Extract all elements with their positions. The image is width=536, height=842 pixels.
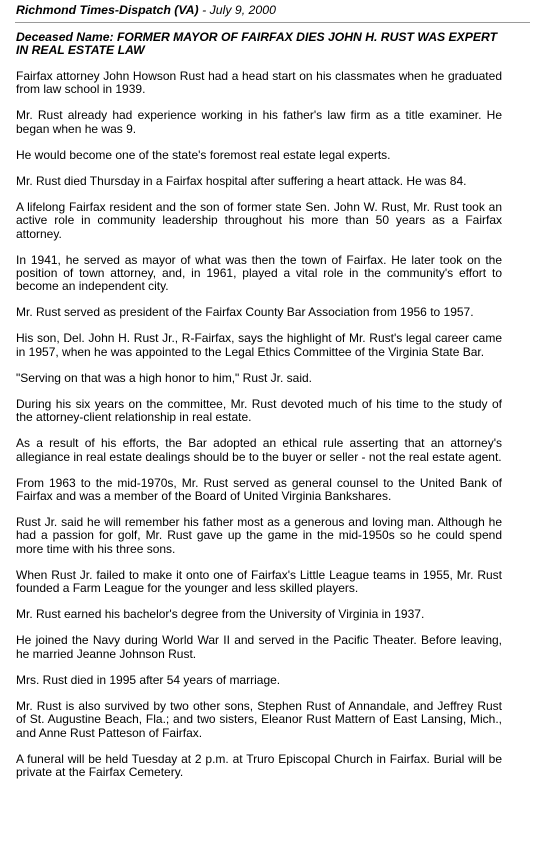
article-paragraph: Fairfax attorney John Howson Rust had a head start on his classmates when he graduated from law school in 1939. bbox=[16, 69, 502, 97]
article-paragraph: "Serving on that was a high honor to him," Rust Jr. said. bbox=[16, 370, 313, 385]
article-body bbox=[16, 70, 502, 792]
publication-header bbox=[16, 3, 530, 17]
header-separator: - bbox=[198, 3, 210, 17]
article-paragraph: His son, Del. John H. Rust Jr., R-Fairfax, says the highlight of Mr. Rust's legal career came in 1957, when he was appointed to the Legal Ethics Committee of the Virginia State Bar. bbox=[16, 331, 502, 359]
article-paragraph: He would become one of the state's foremost real estate legal experts. bbox=[16, 147, 391, 162]
article-paragraph: When Rust Jr. failed to make it onto one of Fairfax's Little League teams in 1955, Mr. Rust founded a Farm League for the younger and less skilled players. bbox=[16, 567, 502, 596]
article-paragraph: As a result of his efforts, the Bar adopted an ethical rule asserting that an attorney's allegiance in real estate dealings should be to the buyer or seller - not the real estate agent. bbox=[16, 436, 502, 464]
publication-date: July 9, 2000 bbox=[209, 3, 276, 17]
header-divider bbox=[15, 22, 530, 23]
article-paragraph: Mr. Rust earned his bachelor's degree from the University of Virginia in 1937. bbox=[16, 607, 425, 622]
article-paragraph: Mrs. Rust died in 1995 after 54 years of marriage. bbox=[16, 672, 281, 687]
article-paragraph: During his six years on the committee, Mr. Rust devoted much of his time to the study of the attorney-client relationship in real estate. bbox=[16, 396, 502, 425]
article-paragraph: From 1963 to the mid-1970s, Mr. Rust served as general counsel to the United Bank of Fairfax and was a member of the Board of United Virginia Bankshares. bbox=[16, 475, 502, 504]
article-paragraph: A funeral will be held Tuesday at 2 p.m. at Truro Episcopal Church in Fairfax. Burial will be private at the Fairfax Cemetery. bbox=[16, 751, 502, 779]
article-paragraph: He joined the Navy during World War II and served in the Pacific Theater. Before leaving, he married Jeanne Johnson Rust. bbox=[16, 633, 502, 661]
article-paragraph: In 1941, he served as mayor of what was then the town of Fairfax. He later took on the position of town attorney, and, in 1961, played a vital role in the community's effort to become an independent city. bbox=[16, 252, 502, 294]
article-title bbox=[16, 31, 508, 57]
publication-source: Richmond Times-Dispatch (VA) bbox=[16, 3, 199, 17]
article-paragraph: Rust Jr. said he will remember his father most as a generous and loving man. Although he had a passion for golf, Mr. Rust gave up the game in the mid-1950s so he could spend more time with his three sons. bbox=[16, 515, 502, 556]
article-paragraph: Mr. Rust is also survived by two other sons, Stephen Rust of Annandale, and Jeffrey Rust of St. Augustine Beach, Fla.; and two sisters, Eleanor Rust Mattern of East Lansing, Mich., and Anne Rust Patteson of Fairfax. bbox=[16, 698, 502, 740]
title-text: FORMER MAYOR OF FAIRFAX DIES JOHN H. RUST WAS EXPERT IN REAL ESTATE LAW bbox=[16, 30, 498, 57]
article-paragraph: Mr. Rust already had experience working in his father's law firm as a title examiner. He began when he was 9. bbox=[16, 108, 502, 136]
title-label: Deceased Name: bbox=[16, 30, 114, 44]
article-paragraph: A lifelong Fairfax resident and the son of former state Sen. John W. Rust, Mr. Rust took an active role in community leadership throughout his more than 50 years as a Fairfax attorney. bbox=[16, 199, 502, 241]
article-paragraph: Mr. Rust died Thursday in a Fairfax hospital after suffering a heart attack. He was 84. bbox=[16, 173, 467, 188]
article-paragraph: Mr. Rust served as president of the Fairfax County Bar Association from 1956 to 1957. bbox=[16, 305, 474, 320]
